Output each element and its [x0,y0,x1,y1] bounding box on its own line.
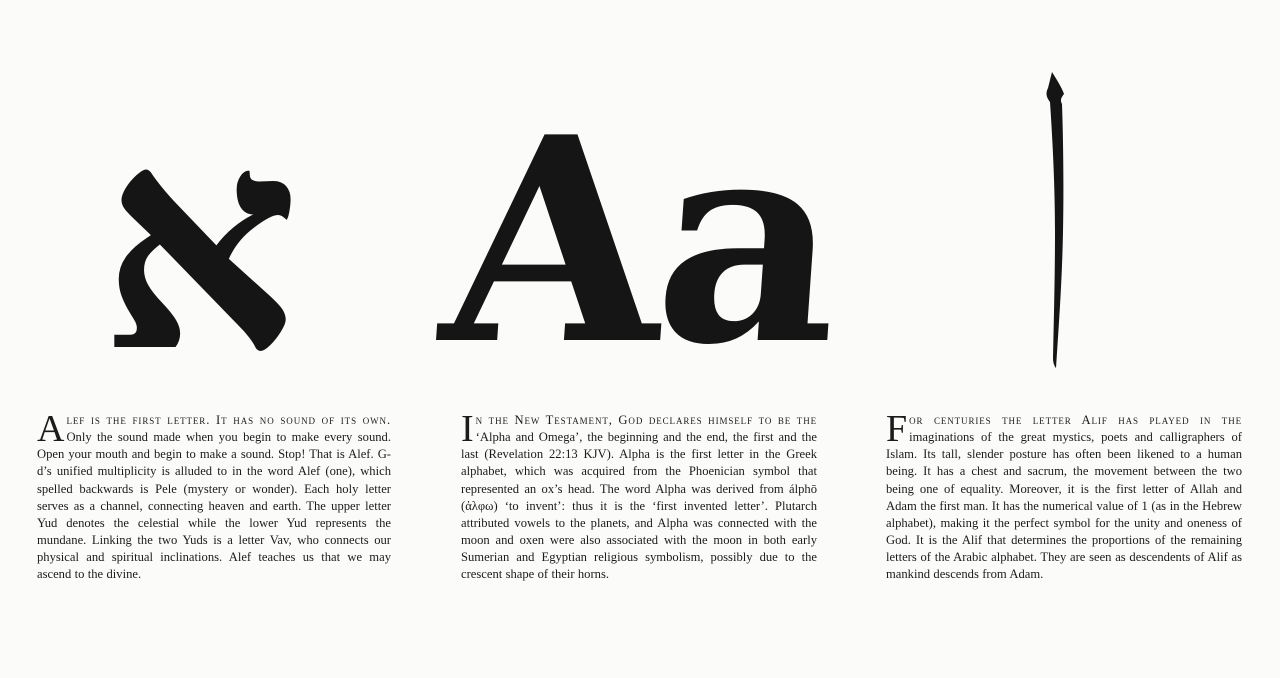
alif-body: imaginations of the great mystics, poets and calligraphers of Islam. Its tall, slender posture has often been likened to a human being. It has a chest and sacrum, the movement between the two being one of equality. Moreover, it is the first letter of Allah and Adam the first man. It has the numerical value of 1 (as in the Hebrew alphabet), making it the perfect symbol for the unity and oneness of God. It is the Alif that determines the proportions of the remaining letters of the Arabic alphabet. They are seen as descendents of Alif as mankind descends from Adam. [886,430,1242,582]
alef-description [37,408,391,584]
alef-dropcap: A [37,408,65,450]
latin-aa-glyph: Aa [433,75,847,407]
alpha-dropcap: I [461,408,474,450]
alpha-description [461,408,817,584]
alif-dropcap: F [886,408,908,450]
alef-lead: lef is the first letter. It has no sound of its own. [66,413,391,427]
arabic-alif-drawing [1036,72,1076,368]
hebrew-alef-glyph: א [100,65,301,418]
alef-body: Only the sound made when you begin to make every sound. Open your mouth and begin to make a sound. Stop! That is Alef. G-d’s unified multiplicity is alluded to in the word Alef (one), which spelled backwards is Pele (mystery or wonder). Each holy letter serves as a channel, connecting heaven and earth. The upper letter Yud denotes the celestial while the lower Yud represents the mundane. Linking the two Yuds is a letter Vav, who connects our physical and spiritual inclinations. Alef teaches us that we may ascend to the divine. [37,430,391,582]
alpha-body: ‘Alpha and Omega’, the beginning and the end, the first and the last (Revelation 22:13 KJV). Alpha is the first letter in the Greek alphabet, which was acquired from the Phoenician symbol that represented an ox’s head. The word Alpha was derived from álphō (ἀλφω) ‘to invent’: thus it is the ‘first invented letter’. Plutarch attributed vowels to the planets, and Alpha was connected with the moon and oxen were also associated with the moon in both early Sumerian and Egyptian religious symbolism, possibly due to the crescent shape of their horns. [461,430,817,582]
arabic-alif-glyph [1036,72,1076,368]
alif-description [886,408,1242,584]
alpha-lead: n the New Testament, God declares himself to be the [475,413,817,427]
alif-lead: or centuries the letter Alif has played in the [909,413,1242,427]
